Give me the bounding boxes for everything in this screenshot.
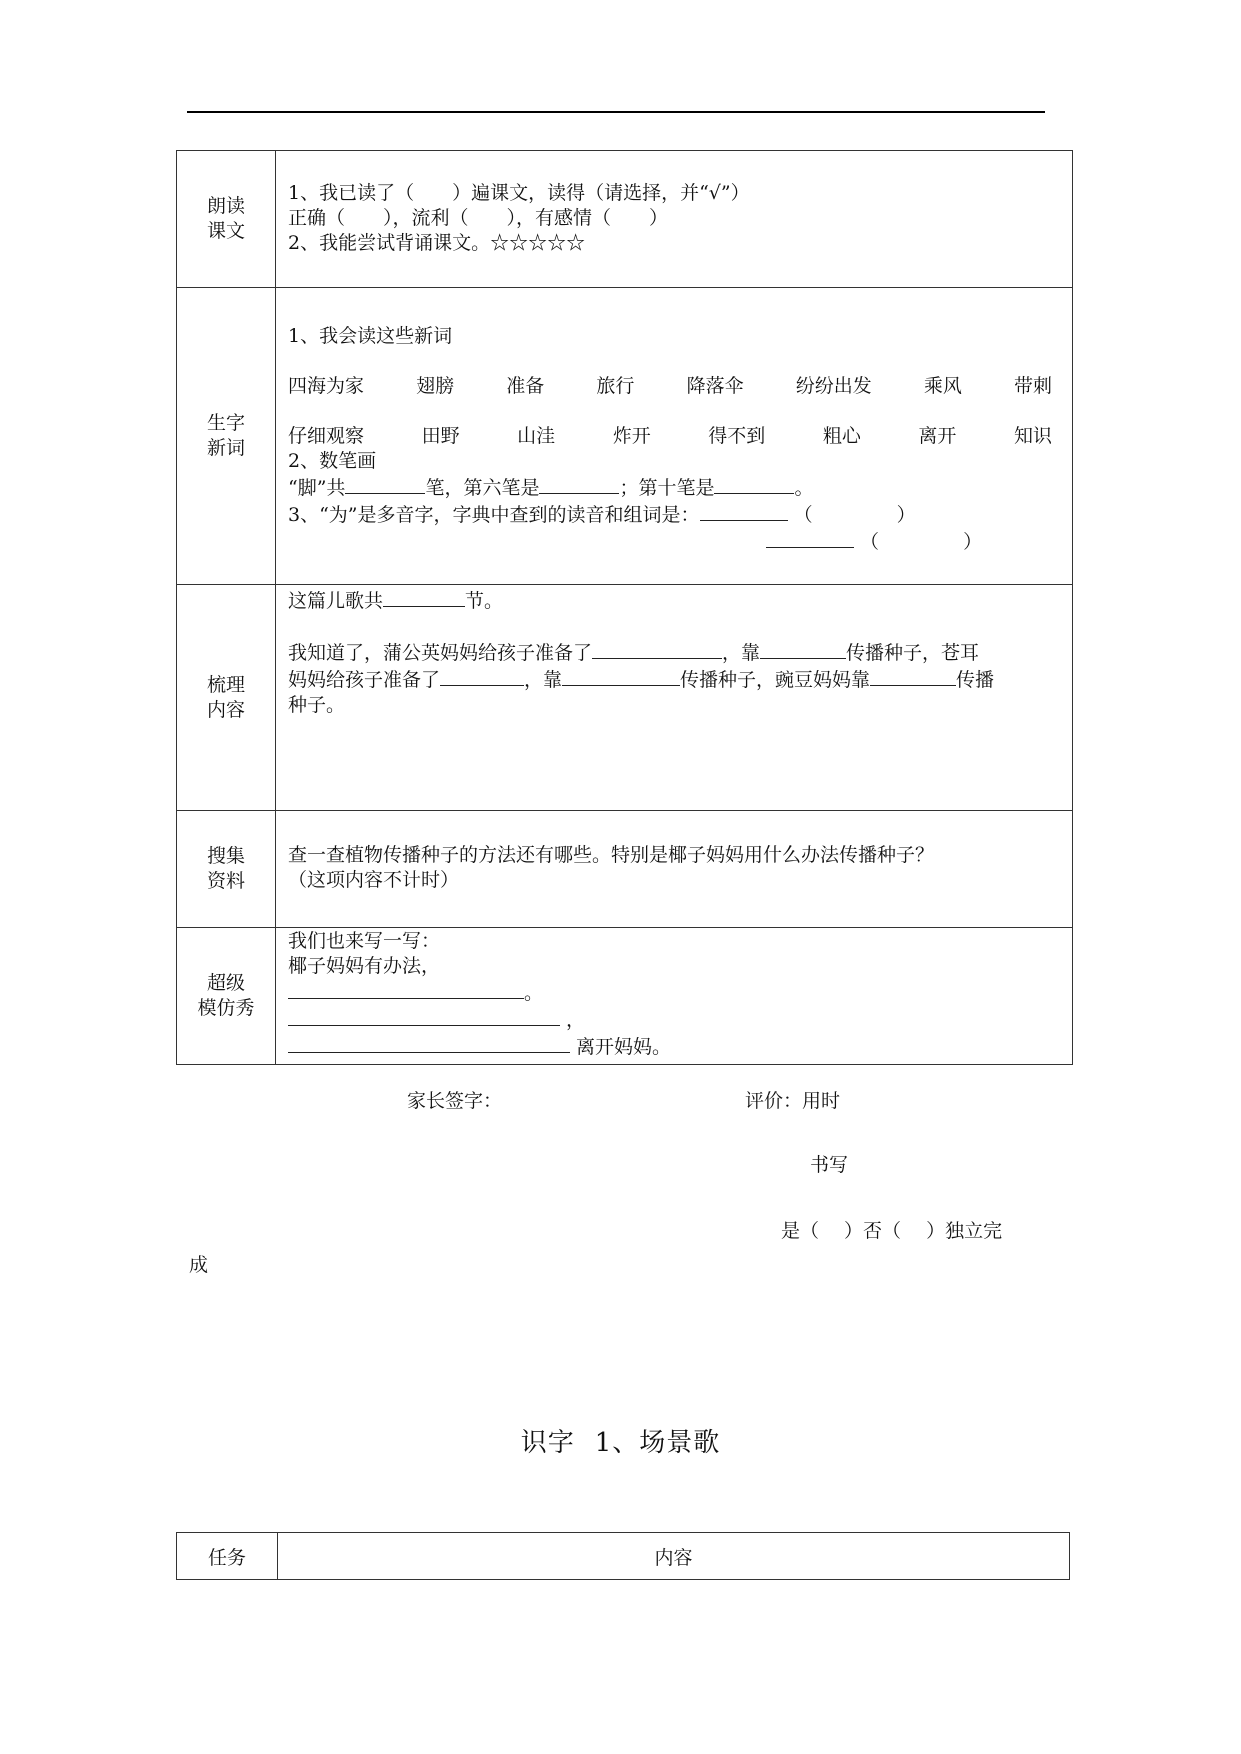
- content-summary: [276, 585, 1073, 811]
- content-reading: [276, 151, 1073, 288]
- answer-blank[interactable]: [345, 474, 425, 494]
- word: 翅膀: [416, 375, 455, 397]
- label-imitate: 超级 模仿秀: [177, 928, 276, 1065]
- word: 带刺: [1013, 375, 1052, 397]
- word: 乘风: [923, 375, 962, 397]
- lesson-title: 识字 1、场景歌: [520, 1428, 721, 1458]
- answer-blank[interactable]: [539, 474, 619, 494]
- answer-blank[interactable]: [562, 666, 680, 686]
- content-imitate: [276, 928, 1073, 1065]
- word: 知识: [1013, 425, 1052, 447]
- word: 山洼: [517, 425, 556, 447]
- word: 离开: [918, 425, 957, 447]
- strokes-title: 2、数笔画: [288, 450, 377, 472]
- word: 降落伞: [686, 375, 744, 397]
- word: 纷纷出发: [795, 375, 872, 397]
- imitate-line-2: 椰子妈妈有办法，: [288, 955, 441, 977]
- worksheet-table: [176, 150, 1073, 1065]
- label-research: 搜集 资料: [177, 811, 276, 928]
- content-vocab: [276, 288, 1073, 585]
- polyphone-question-2: （ ）: [288, 528, 1062, 555]
- imitate-line-3: 。: [288, 979, 1062, 1006]
- parent-signature-label: 家长签字：: [407, 1090, 503, 1112]
- summary-line-3: 种子。: [288, 694, 346, 716]
- strokes-question: “脚”共 笔，第六笔是 ；第十笔是 。: [288, 474, 1062, 501]
- research-line-1: 查一查植物传播种子的方法还有哪些。特别是椰子妈妈用什么办法传播种子？: [288, 844, 935, 866]
- answer-blank[interactable]: [288, 979, 524, 999]
- answer-blank[interactable]: [766, 528, 854, 548]
- vocab-words-row-2: [288, 424, 1062, 449]
- answer-blank[interactable]: [700, 501, 788, 521]
- header-task: 任务: [177, 1533, 278, 1580]
- answer-blank[interactable]: [288, 1033, 570, 1053]
- reading-line-1: 1、我已读了（ ）遍课文，读得（请选择，并“√”）: [288, 182, 750, 204]
- header-rule: [187, 111, 1045, 113]
- answer-blank[interactable]: [592, 639, 722, 659]
- summary-line-1: 我知道了，蒲公英妈妈给孩子准备了 ，靠 传播种子，苍耳: [288, 639, 1062, 666]
- reading-line-2: 正确（ ），流利（ ），有感情（ ）: [288, 207, 669, 229]
- research-line-2: （这项内容不计时）: [288, 869, 460, 891]
- imitate-line-5: 离开妈妈。: [288, 1033, 1062, 1060]
- content-research: [276, 811, 1073, 928]
- word: 旅行: [596, 375, 635, 397]
- answer-blank[interactable]: [760, 639, 846, 659]
- row-research: [177, 811, 1073, 928]
- answer-blank[interactable]: [383, 587, 465, 607]
- imitate-line-1: 我们也来写一写：: [288, 930, 441, 952]
- label-vocab: 生字 新词: [177, 288, 276, 585]
- vocab-words-row-1: [288, 374, 1062, 399]
- independent-completion-wrap: 成: [189, 1254, 209, 1276]
- row-imitate: [177, 928, 1073, 1065]
- word: 炸开: [612, 425, 651, 447]
- sections-question: 这篇儿歌共 节。: [288, 587, 1062, 614]
- word: 得不到: [708, 425, 766, 447]
- independent-completion-label: 是（ ）否（ ）独立完: [781, 1220, 1003, 1242]
- polyphone-question: 3、“为”是多音字，字典中查到的读音和组词是： （ ）: [288, 501, 1062, 528]
- task-table: [176, 1532, 1070, 1580]
- row-vocab: [177, 288, 1073, 585]
- word: 准备: [506, 375, 545, 397]
- word: 四海为家: [288, 375, 365, 397]
- imitate-line-4: ，: [288, 1006, 1062, 1033]
- word: 仔细观察: [288, 425, 365, 447]
- evaluation-writing-label: 书写: [810, 1154, 849, 1176]
- word: 田野: [421, 425, 460, 447]
- word: 粗心: [822, 425, 861, 447]
- reading-line-3: 2、我能尝试背诵课文。☆☆☆☆☆: [288, 232, 586, 254]
- summary-line-2: 妈妈给孩子准备了 ，靠 传播种子，豌豆妈妈靠 传播: [288, 666, 1062, 693]
- answer-blank[interactable]: [870, 666, 956, 686]
- task-table-header: [177, 1533, 1070, 1580]
- answer-blank[interactable]: [440, 666, 524, 686]
- row-content: [177, 585, 1073, 811]
- label-content: 梳理 内容: [177, 585, 276, 811]
- vocab-intro: 1、我会读这些新词: [288, 325, 453, 347]
- answer-blank[interactable]: [714, 474, 794, 494]
- evaluation-time-label: 评价：用时: [745, 1090, 841, 1112]
- row-reading: [177, 151, 1073, 288]
- answer-blank[interactable]: [288, 1006, 560, 1026]
- label-reading: 朗读 课文: [177, 151, 276, 288]
- header-content: 内容: [278, 1533, 1070, 1580]
